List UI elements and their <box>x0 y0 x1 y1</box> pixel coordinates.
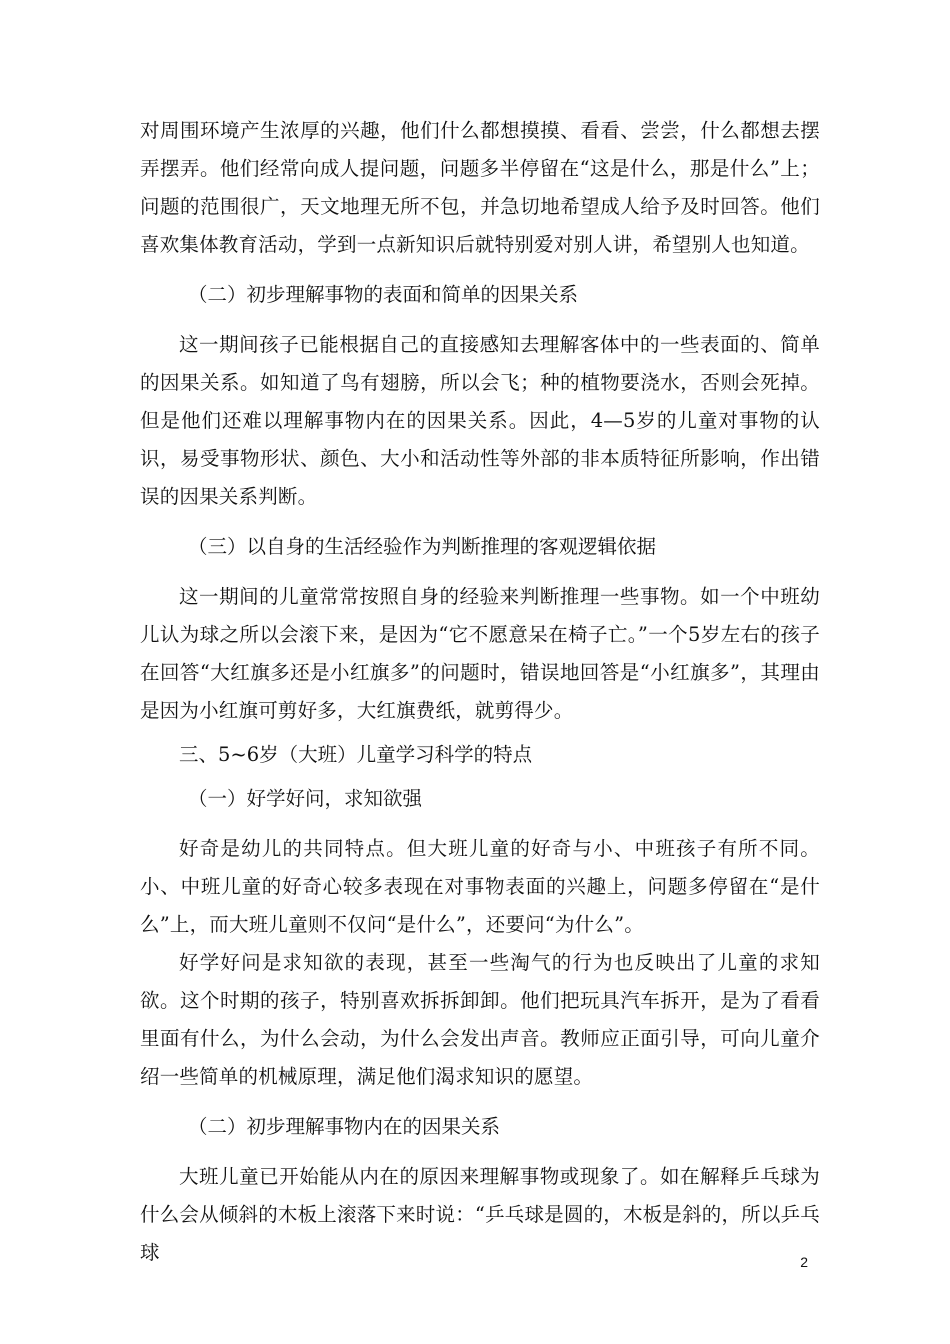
section-heading-1: （一）好学好问，求知欲强 <box>188 787 423 810</box>
paragraph-life-experience: 这一期间的儿童常常按照自身的经验来判断推理一些事物。如一个中班幼儿认为球之所以会滚下来，是因为“它不愿意呆在椅子亡。”一个5岁左右的孩子在回答“大红旗多还是小红旗多”的问题时，错误地回答是“小红旗多”，其理由是因为小红旗可剪好多，大红旗费纸，就剪得少。 <box>140 585 820 722</box>
paragraph-inner-causality: 大班儿童已开始能从内在的原因来理解事物或现象了。如在解释乒乓球为什么会从倾斜的木板上滚落下来时说：“乒乓球是圆的，木板是斜的，所以乒乓球 <box>140 1165 820 1264</box>
chapter-heading-3: 三、5~6岁（大班）儿童学习科学的特点 <box>179 743 533 766</box>
page-number: 2 <box>800 1254 808 1270</box>
section-heading-2: （二）初步理解事物的表面和简单的因果关系 <box>188 283 579 306</box>
paragraph-eager-learning: 好学好问是求知欲的表现，甚至一些淘气的行为也反映出了儿童的求知欲。这个时期的孩子，特别喜欢拆拆卸卸。他们把玩具汽车拆开，是为了看看里面有什么，为什么会动，为什么会发出声音。教师应正面引导，可向儿童介绍一些简单的机械原理，满足他们渴求知识的愿望。 <box>140 951 820 1088</box>
section-heading-3: （三）以自身的生活经验作为判断推理的客观逻辑依据 <box>188 535 657 558</box>
document-body <box>140 112 820 1272</box>
section-heading-2b: （二）初步理解事物内在的因果关系 <box>188 1115 501 1138</box>
paragraph-curiosity: 好奇是幼儿的共同特点。但大班儿童的好奇与小、中班孩子有所不同。小、中班儿童的好奇心较多表现在对事物表面的兴趣上，问题多停留在“是什么”上，而大班儿童则不仅问“是什么”，还要问“为什么”。 <box>140 837 820 936</box>
paragraph-causal-surface: 这一期间孩子已能根据自己的直接感知去理解客体中的一些表面的、简单的因果关系。如知道了鸟有翅膀，所以会飞；种的植物要浇水，否则会死掉。但是他们还难以理解事物内在的因果关系。因此，4—5岁的儿童对事物的认识，易受事物形状、颜色、大小和活动性等外部的非本质特征所影响，作出错误的因果关系判断。 <box>140 333 820 508</box>
paragraph-continuation: 对周围环境产生浓厚的兴趣，他们什么都想摸摸、看看、尝尝，什么都想去摆弄摆弄。他们经常向成人提问题，问题多半停留在“这是什么，那是什么”上；问题的范围很广，天文地理无所不包，并急切地希望成人给予及时回答。他们喜欢集体教育活动，学到一点新知识后就特别爱对别人讲，希望别人也知道。 <box>140 119 820 256</box>
